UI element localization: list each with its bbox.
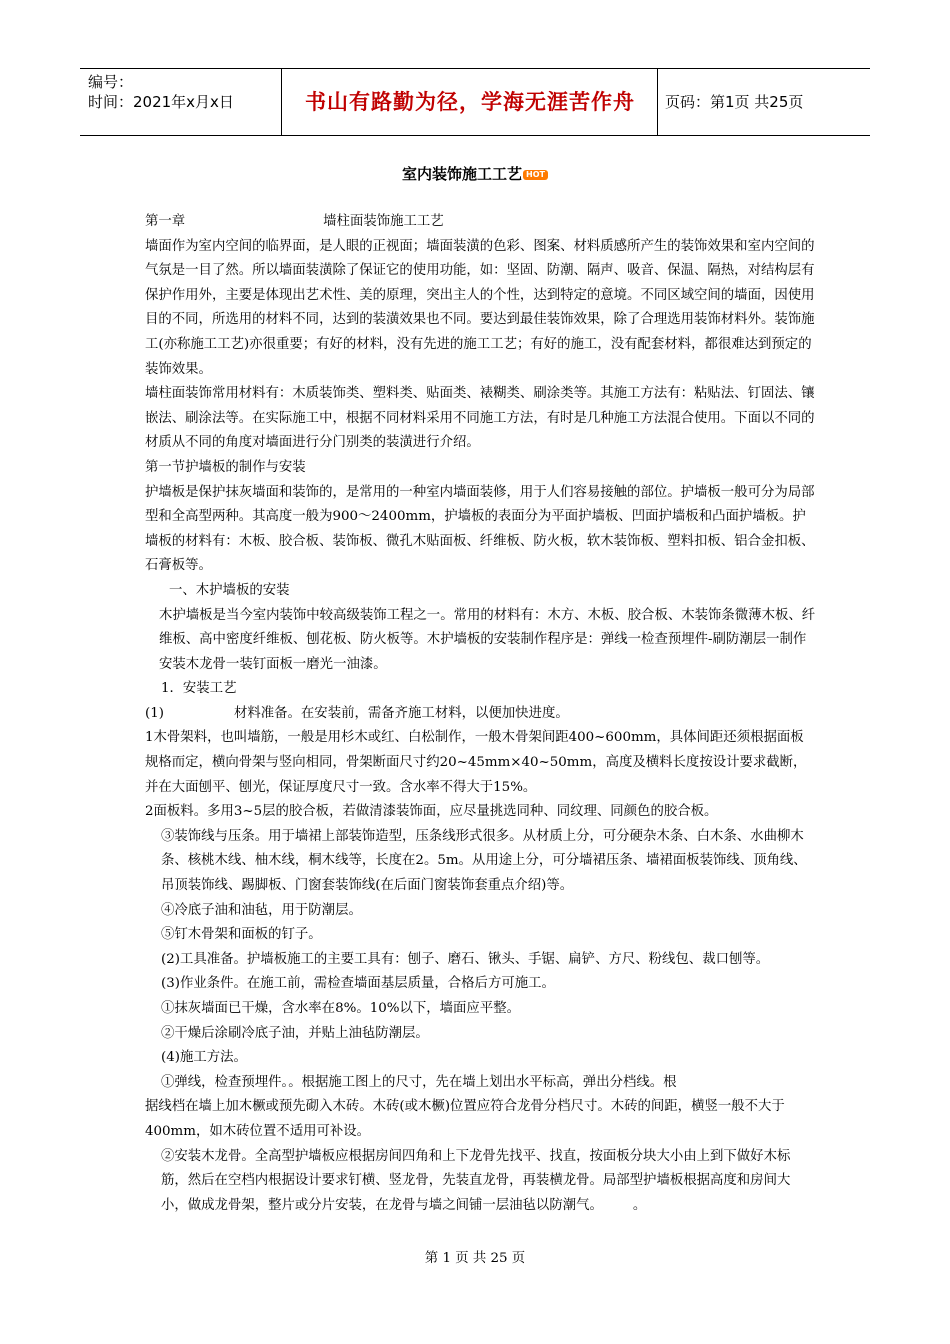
chapter-label: 第一章: [145, 214, 186, 229]
paragraph: [145, 1145, 817, 1219]
paragraph-tail: 。: [632, 1197, 647, 1213]
document-title-block: [0, 163, 950, 184]
hot-badge: HOT: [523, 170, 548, 180]
paragraph: ④冷底子油和油毡，用于防潮层。: [161, 902, 362, 918]
paragraph: 据线档在墙上加木橛或预先砌入木砖。木砖(或木橛)位置应符合龙骨分档尺寸。木砖的间距，横竖一般不大于400mm，如木砖位置不适用可补设。: [145, 1099, 785, 1139]
paragraph: (4)施工方法。: [161, 1050, 247, 1066]
paragraph: ⑤钉木骨架和面板的钉子。: [161, 927, 322, 943]
paragraph: 2面板料。多用3~5层的胶合板，若做清漆装饰面，应尽量挑选同种、同纹理、同颜色的胶合板。: [145, 804, 718, 820]
item-text: 材料准备。在安装前，需备齐施工材料，以便加快进度。: [233, 705, 569, 721]
paragraph: ①抹灰墙面已干燥，含水率在8%。10%以下，墙面应平整。: [161, 1001, 520, 1016]
paragraph: (2)工具准备。护墙板施工的主要工具有：刨子、磨石、锹头、手锯、扁铲、方尺、粉线包、裁口刨等。: [161, 951, 770, 967]
document-title: 室内装饰施工工艺: [402, 165, 523, 183]
paragraph: ①弹线，检查预埋件。。根据施工图上的尺寸，先在墙上划出水平标高，弹出分档线。根: [161, 1074, 677, 1090]
header-date-label: 时间：2021年x月x日: [88, 93, 234, 111]
paragraph: 木护墙板是当今室内装饰中较高级装饰工程之一。常用的材料有：木方、木板、胶合板、木装饰条微薄木板、纤维板、高中密度纤维板、刨花板、防火板等。木护墙板的安装制作程序是：弹线一检查预埋件-刷防潮层一制作安装木龙骨一装钉面板一磨光一油漆。: [159, 607, 816, 672]
page-footer: 第 1 页 共 25 页: [424, 1251, 526, 1266]
header-motto: 书山有路勤为径，学海无涯苦作舟: [305, 90, 635, 114]
paragraph: 墙柱面装饰常用材料有：木质装饰类、塑料类、贴面类、裱糊类、刷涂类等。其施工方法有：粘贴法、钉固法、镶嵌法、刷涂法等。在实际施工中，根据不同材料采用不同施工方法，有时是几种施工方法混合使用。下面以不同的材质从不同的角度对墙面进行分门别类的装潢进行介绍。: [145, 386, 815, 451]
item-number: (1): [145, 705, 164, 721]
list-item: [145, 702, 817, 727]
header-page-info: 页码：第1页 共25页: [665, 93, 804, 111]
document-body: [145, 210, 817, 1218]
paragraph: (3)作业条件。在施工前，需检查墙面基层质量，合格后方可施工。: [161, 976, 555, 992]
paragraph: ③装饰线与压条。用于墙裙上部装饰造型，压条线形式很多。从材质上分，可分硬杂木条、白木条、水曲柳木条、核桃木线、柚木线，桐木线等，长度在2。5m。从用途上分，可分墙裙压条、墙裙面板装饰线、顶角线、吊顶装饰线、踢脚板、门窗套装饰线(在后面门窗装饰套重点介绍)等。: [161, 828, 807, 894]
paragraph: 墙面作为室内空间的临界面，是人眼的正视面；墙面装潢的色彩、图案、材料质感所产生的装饰效果和室内空间的气氛是一目了然。所以墙面装潢除了保证它的使用功能，如：坚固、防潮、隔声、吸音、保温、隔热，对结构层有保护作用外，主要是体现出艺术性、美的原理，突出主人的个性，达到特定的意境。不同区域空间的墙面，因使用目的不同，所选用的材料不同，达到的装潢效果也不同。要达到最佳装饰效果，除了合理选用装饰材料外。装饰施工(亦称施工工艺)亦很重要；有好的材料，没有先进的施工工艺；有好的施工，没有配套材料，都很难达到预定的装饰效果。: [145, 238, 815, 377]
header-number-label: 编号：: [88, 73, 134, 91]
chapter-heading: [145, 210, 817, 235]
chapter-name: 墙柱面装饰施工工艺: [323, 214, 444, 229]
paragraph: ②干燥后涂刷冷底子油，并贴上油毡防潮层。: [161, 1025, 429, 1041]
subsection-heading: 一、木护墙板的安装: [169, 582, 290, 598]
header-meta: [88, 72, 234, 112]
paragraph: 护墙板是保护抹灰墙面和装饰的，是常用的一种室内墙面装修，用于人们容易接触的部位。护墙板一般可分为局部型和全高型两种。其高度一般为900～2400mm，护墙板的表面分为平面护墙板、凹面护墙板和凸面护墙板。护墙板的材料有：木板、胶合板、装饰板、微孔木贴面板、纤维板、防火板，软木装饰板、塑料扣板、铝合金扣板、石膏板等。: [145, 484, 815, 574]
paragraph-text: ②安装木龙骨。全高型护墙板应根据房间四角和上下龙骨先找平、找直，按面板分块大小由上到下做好木标筋，然后在空档内根据设计要求钉横、竖龙骨，先装直龙骨，再装横龙骨。局部型护墙板根据高度和房间大小，做成龙骨架，整片或分片安装，在龙骨与墙之间铺一层油毡以防潮气。: [161, 1148, 791, 1213]
section-heading: 第一节护墙板的制作与安装: [145, 459, 306, 475]
paragraph: 1木骨架料，也叫墙筋，一般是用杉木或红、白松制作，一般木骨架间距400~600mm，具体间距还须根据面板规格而定，横向骨架与竖向相同，骨架断面尺寸约20~45mm×40~50mm，高度及横料长度按设计要求截断，并在大面刨平、刨光，保证厚度尺寸一致。含水率不得大于15%。: [145, 730, 807, 795]
subsection-heading: 1．安装工艺: [161, 681, 237, 697]
